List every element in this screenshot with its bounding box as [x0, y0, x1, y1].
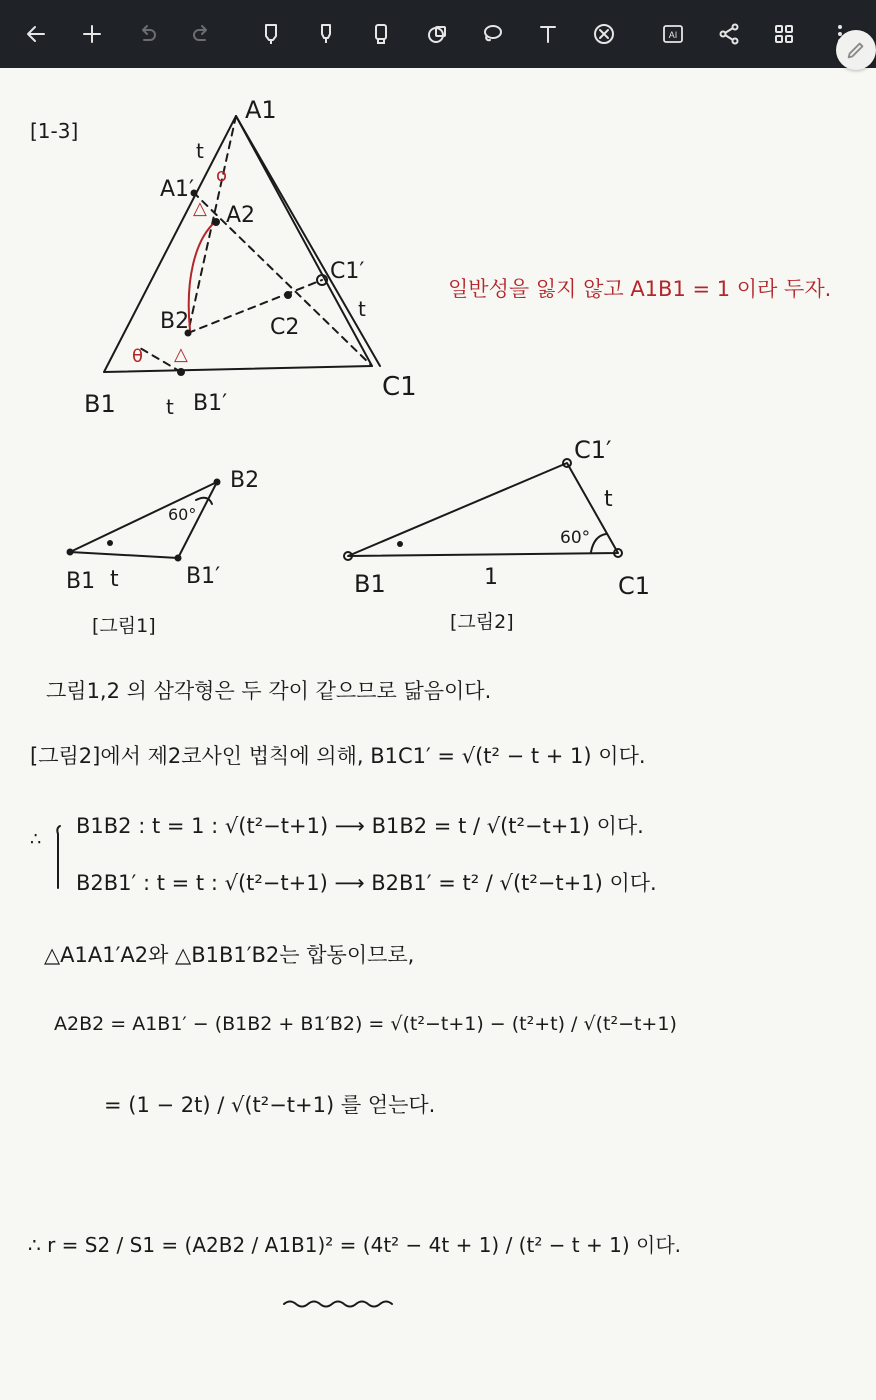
highlighter-icon — [369, 22, 393, 46]
line-b2b1p: B2B1′ : t = t : √(t²−t+1) ⟶ B2B1′ = t² / √(t²−t+1) 이다. — [76, 871, 657, 895]
redo-button[interactable] — [180, 12, 224, 56]
undo-icon — [135, 22, 159, 46]
triangle-a1b1c1 — [104, 116, 372, 372]
fig3-label-b1: B1 — [354, 570, 386, 598]
note-canvas[interactable] — [0, 68, 876, 1400]
label-a1: A1 — [245, 96, 277, 124]
line-ratio: ∴ r = S2 / S1 = (A2B2 / A1B1)² = (4t² − 4t + 1) / (t² − t + 1) 이다. — [28, 1233, 682, 1257]
shapes-icon — [425, 22, 449, 46]
label-b2: B2 — [160, 309, 190, 334]
mark-o: o — [216, 165, 228, 186]
label-t-bottom: t — [166, 395, 174, 419]
label-a2: A2 — [226, 203, 256, 228]
figure-main-triangle — [84, 96, 417, 419]
brace — [57, 826, 60, 888]
back-button[interactable] — [14, 12, 58, 56]
label-t-top: t — [196, 139, 204, 163]
eraser-icon — [592, 22, 616, 46]
fig2-label-t: t — [110, 567, 119, 592]
label-c1: C1 — [382, 372, 417, 402]
red-assumption-note: 일반성을 잃지 않고 A1B1 = 1 이라 두자. — [448, 277, 832, 301]
fig3-caption: [그림2] — [450, 611, 514, 633]
undo-button[interactable] — [125, 12, 169, 56]
fig2-label-b1: B1 — [66, 569, 96, 594]
mark-triangle-top: △ — [193, 198, 207, 219]
pen-icon — [314, 22, 338, 46]
figure-3-triangle — [344, 436, 650, 633]
svg-text:AI: AI — [668, 30, 678, 40]
fig3-label-c1p: C1′ — [574, 436, 612, 464]
line-similarity: 그림1,2 의 삼각형은 두 각이 같으므로 닮음이다. — [46, 679, 492, 703]
label-a1p: A1′ — [160, 177, 195, 202]
share-icon — [717, 22, 741, 46]
fountain-pen-icon — [259, 22, 283, 46]
line-congruence: △A1A1′A2와 △B1B1′B2는 합동이므로, — [44, 943, 415, 967]
fig3-label-1: 1 — [484, 565, 498, 590]
pencil-tool-button[interactable] — [304, 12, 348, 56]
fig3-label-t: t — [604, 487, 613, 512]
line-a2b2: A2B2 = A1B1′ − (B1B2 + B1′B2) = √(t²−t+1) − (t²+t) / √(t²−t+1) — [54, 1013, 677, 1035]
share-button[interactable] — [707, 12, 751, 56]
wavy-underline — [284, 1302, 392, 1307]
label-t-right: t — [358, 297, 366, 321]
fig2-label-b1p: B1′ — [186, 564, 221, 589]
fig2-label-b2: B2 — [230, 468, 260, 493]
figure-2-triangle — [66, 468, 259, 637]
fig3-label-c1: C1 — [618, 572, 651, 600]
line-b1b2: B1B2 : t = 1 : √(t²−t+1) ⟶ B1B2 = t / √(t²−t+1) 이다. — [76, 814, 644, 838]
mark-theta: θ — [132, 346, 144, 367]
fig3-angle: 60° — [560, 528, 591, 548]
pen-tool-button[interactable] — [249, 12, 293, 56]
ai-button[interactable] — [651, 12, 695, 56]
pencil-icon — [845, 39, 867, 61]
grid-icon — [772, 22, 796, 46]
pages-button[interactable] — [762, 12, 806, 56]
line-result: = (1 − 2t) / √(t²−t+1) 를 얻는다. — [104, 1093, 436, 1117]
text-tool-button[interactable] — [526, 12, 570, 56]
add-page-button[interactable] — [70, 12, 114, 56]
shape-tool-button[interactable] — [415, 12, 459, 56]
highlighter-tool-button[interactable] — [359, 12, 403, 56]
lasso-icon — [480, 22, 504, 46]
label-b1p: B1′ — [193, 391, 228, 416]
label-c1p: C1′ — [330, 259, 365, 284]
problem-label: [1-3] — [30, 119, 79, 143]
fig2-angle: 60° — [168, 505, 197, 524]
redo-icon — [190, 22, 214, 46]
therefore-mark-1: ∴ — [30, 829, 42, 850]
floating-pen-button[interactable] — [836, 30, 876, 70]
text-icon — [536, 22, 560, 46]
lasso-tool-button[interactable] — [470, 12, 514, 56]
ai-icon — [661, 22, 685, 46]
plus-icon — [80, 22, 104, 46]
line-cosine-law: [그림2]에서 제2코사인 법칙에 의해, B1C1′ = √(t² − t + 1) 이다. — [30, 744, 646, 768]
fig2-caption: [그림1] — [92, 615, 156, 637]
arrow-left-icon — [24, 22, 48, 46]
label-b1: B1 — [84, 390, 116, 418]
side-a1c1-double — [236, 116, 380, 366]
label-c2: C2 — [270, 315, 300, 340]
eraser-tool-button[interactable] — [582, 12, 626, 56]
cevian-b2-c1p — [188, 280, 322, 333]
mark-triangle-bottom: △ — [174, 344, 188, 365]
toolbar — [0, 0, 876, 68]
